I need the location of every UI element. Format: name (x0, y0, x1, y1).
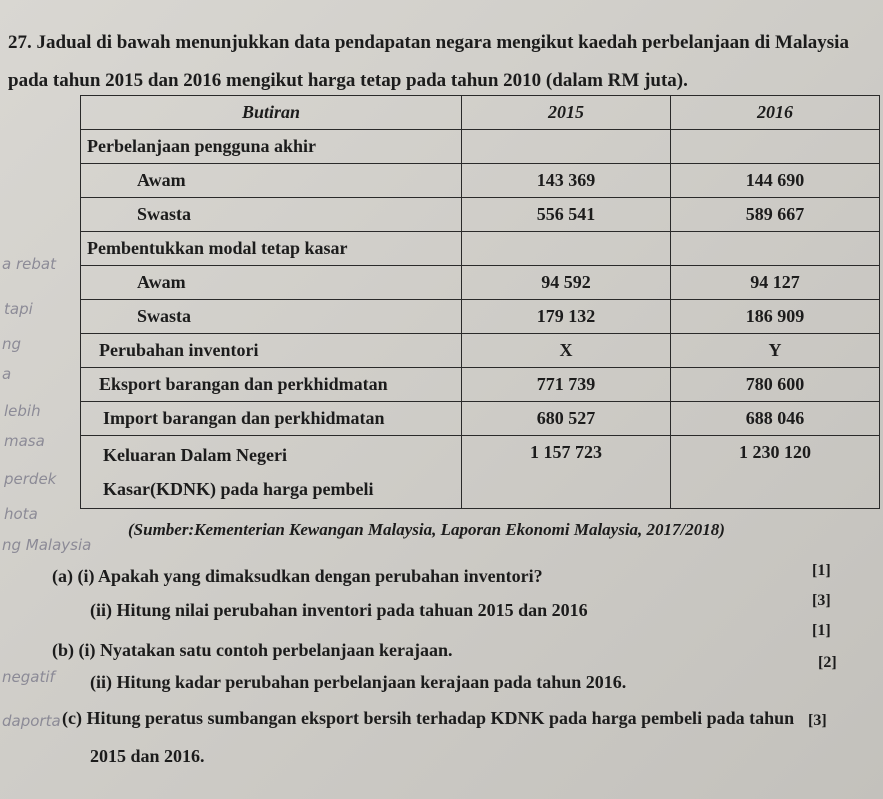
row-label: Import barangan dan perkhidmatan (81, 402, 462, 436)
question-number: 27. (8, 32, 32, 53)
margin-note: daporta (2, 712, 61, 730)
question-a-ii: (ii) Hitung nilai perubahan inventori pada tahuan 2015 dan 2016 (90, 600, 588, 620)
row-label: Perbelanjaan pengguna akhir (81, 130, 462, 164)
table-row (81, 436, 880, 509)
margin-note: perdek (4, 470, 57, 488)
row-value-2015: 771 739 (462, 368, 671, 402)
table-row (81, 334, 880, 368)
row-value-2015: 143 369 (462, 164, 671, 198)
row-value-2015: 556 541 (462, 198, 671, 232)
row-value-2016: 589 667 (671, 198, 880, 232)
margin-note: a rebat (2, 255, 56, 273)
mark-a-i: [1] (812, 562, 831, 579)
table-row (81, 130, 880, 164)
margin-note: a (2, 365, 12, 383)
row-label: Eksport barangan dan perkhidmatan (81, 368, 462, 402)
row-label: Swasta (81, 198, 462, 232)
margin-note: hota (4, 505, 38, 523)
table-row (81, 232, 880, 266)
mark-b-ii: [2] (818, 654, 837, 671)
table-row (81, 198, 880, 232)
table-row (81, 164, 880, 198)
row-value-2016: 1 230 120 (671, 436, 880, 509)
margin-note: ng Malaysia (2, 536, 92, 554)
mark-a-ii: [3] (812, 592, 831, 609)
table-source: (Sumber:Kementerian Kewangan Malaysia, Laporan Ekonomi Malaysia, 2017/2018) (128, 520, 725, 539)
question-a-i: (a) (i) Apakah yang dimaksudkan dengan perubahan inventori? (52, 566, 543, 586)
row-value-2016: 688 046 (671, 402, 880, 436)
row-label-kdnk (81, 436, 462, 509)
row-label-line2: Kasar(KDNK) pada harga pembeli (103, 479, 374, 499)
row-value-2016: Y (671, 334, 880, 368)
mark-b-i: [1] (812, 622, 831, 639)
row-value-2015: 1 157 723 (462, 436, 671, 509)
margin-note: masa (4, 432, 45, 450)
header-2015: 2015 (462, 96, 671, 130)
row-value-2015 (462, 130, 671, 164)
row-value-2015: 179 132 (462, 300, 671, 334)
question-c-line1: (c) Hitung peratus sumbangan eksport bersih terhadap KDNK pada harga pembeli pada tahun (62, 708, 795, 728)
mark-c: [3] (808, 712, 827, 729)
question-text-line2: pada tahun 2015 dan 2016 mengikut harga tetap pada tahun 2010 (dalam RM juta). (8, 70, 688, 91)
row-value-2016: 780 600 (671, 368, 880, 402)
table-row (81, 368, 880, 402)
row-value-2016 (671, 232, 880, 266)
row-value-2015 (462, 232, 671, 266)
row-label: Swasta (81, 300, 462, 334)
question-text-line1: Jadual di bawah menunjukkan data pendapatan negara mengikut kaedah perbelanjaan di Malaysia (36, 32, 849, 53)
row-label: Pembentukkan modal tetap kasar (81, 232, 462, 266)
row-value-2015: 94 592 (462, 266, 671, 300)
margin-note: tapi (4, 300, 33, 318)
question-intro (8, 24, 878, 100)
table-header-row (81, 96, 880, 130)
question-b-ii: (ii) Hitung kadar perubahan perbelanjaan kerajaan pada tahun 2016. (90, 672, 627, 692)
margin-note: negatif (2, 668, 55, 686)
national-income-table (80, 95, 880, 509)
table-row (81, 300, 880, 334)
header-2016: 2016 (671, 96, 880, 130)
row-value-2015: 680 527 (462, 402, 671, 436)
row-value-2016: 144 690 (671, 164, 880, 198)
question-b-i: (b) (i) Nyatakan satu contoh perbelanjaan kerajaan. (52, 640, 453, 660)
question-c-line2: 2015 dan 2016. (90, 746, 205, 766)
row-value-2016 (671, 130, 880, 164)
margin-note: ng (2, 335, 22, 353)
row-value-2016: 94 127 (671, 266, 880, 300)
row-label: Awam (81, 266, 462, 300)
margin-note: lebih (4, 402, 41, 420)
row-label-line1: Keluaran Dalam Negeri (103, 445, 287, 465)
row-label: Perubahan inventori (81, 334, 462, 368)
table-row (81, 266, 880, 300)
row-label: Awam (81, 164, 462, 198)
table-row (81, 402, 880, 436)
header-butiran: Butiran (81, 96, 462, 130)
row-value-2016: 186 909 (671, 300, 880, 334)
row-value-2015: X (462, 334, 671, 368)
